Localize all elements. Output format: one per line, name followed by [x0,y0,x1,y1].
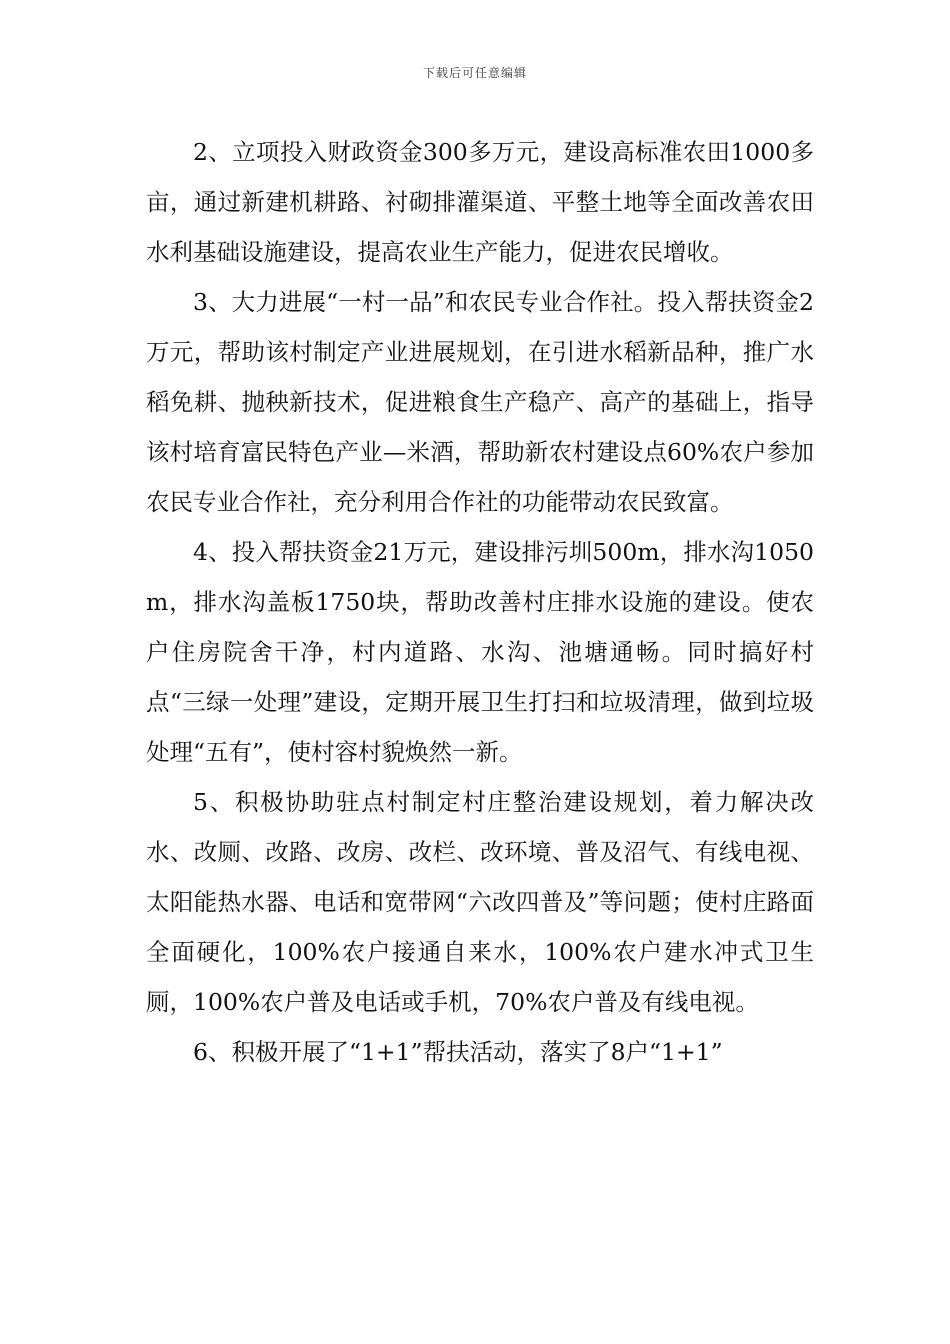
paragraph-item-3: 3、大力进展“一村一品”和农民专业合作社。投入帮扶资金2万元，帮助该村制定产业进展规划，在引进水稻新品种，推广水稻免耕、抛秧新技术，促进粮食生产稳产、高产的基础上，指导该村培育富民特色产业—米酒，帮助新农村建设点60%农户参加农民专业合作社，充分利用合作社的功能带动农民致富。 [146,288,814,516]
page-header-note: 下载后可任意编辑 [422,66,527,80]
document-body [146,127,814,1077]
paragraph-item-4: 4、投入帮扶资金21万元，建设排污圳500m，排水沟1050m，排水沟盖板1750块，帮助改善村庄排水设施的建设。使农户住房院舍干净，村内道路、水沟、池塘通畅。同时搞好村点“三绿一处理”建设，定期开展卫生打扫和垃圾清理，做到垃圾处理“五有”，使村容村貌焕然一新。 [146,538,814,766]
paragraph-item-5: 5、积极协助驻点村制定村庄整治建设规划，着力解决改水、改厕、改路、改房、改栏、改环境、普及沼气、有线电视、太阳能热水器、电话和宽带网“六改四普及”等问题；使村庄路面全面硬化，100%农户接通自来水，100%农户建水冲式卫生厕，100%农户普及电话或手机，70%农户普及有线电视。 [146,788,814,1016]
paragraph-item-2: 2、立项投入财政资金300多万元，建设高标准农田1000多亩，通过新建机耕路、衬砌排灌渠道、平整土地等全面改善农田水利基础设施建设，提高农业生产能力，促进农民增收。 [146,138,814,266]
paragraph-item-6: 6、积极开展了“1+1”帮扶活动，落实了8户“1+1” [193,1038,723,1066]
